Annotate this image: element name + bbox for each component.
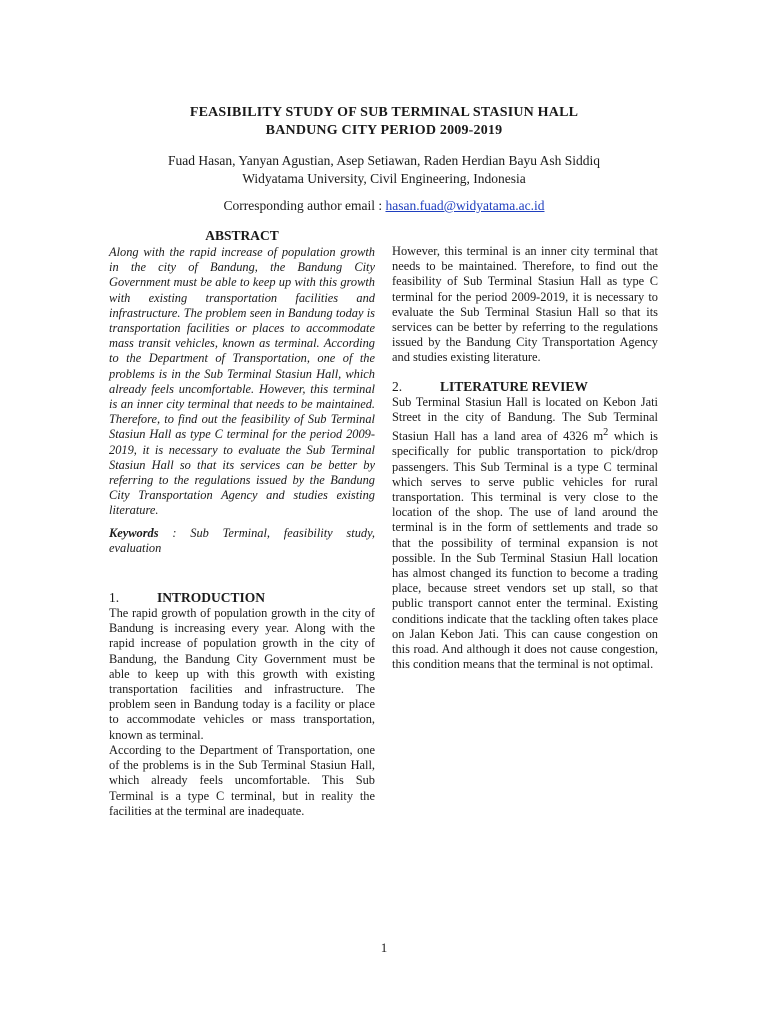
keywords-text: : Sub Terminal, feasibility study, evaluation — [109, 525, 375, 555]
abstract-text: Along with the rapid increase of population growth in the city of Bandung, the Bandung City Government must be able to keep up with this growth with existing transportation facilities and infrastructure. The problem seen in Bandung today is transportation facilities or places to accommodate mass transit vehicles, known as terminal. According to the Department of Transportation, one of the problems is in the Sub Terminal Stasiun Hall, which already feels uncomfortable. However, this terminal is an inner city terminal that needs to be maintained. Therefore, to find out the feasibility of Sub Terminal Stasiun Hall as type C terminal for the period 2009-2019, it is necessary to evaluate the Sub Terminal Stasiun Hall so that its services can be better by referring to the regulations issued by the Bandung City Transportation Agency and studies existing literature. — [109, 245, 375, 518]
keywords — [109, 526, 375, 556]
literature-review-heading — [392, 379, 658, 395]
section-title: INTRODUCTION — [157, 590, 266, 606]
abstract-heading: ABSTRACT — [205, 228, 279, 243]
section-title: LITERATURE REVIEW — [440, 378, 588, 394]
section-number: 1. — [109, 590, 120, 606]
left-column — [109, 228, 375, 819]
literature-text-part-2: which is specifically for public transportation to pick/drop passengers. This Sub Terminal is a type C terminal which serves to serve public vehicles for rural transportation. This terminal is very close to the location of the shop. The use of land around the terminal is in the form of settlements and trade so that the possibility of terminal expansion is not possible. In the Sub Terminal Stasiun Hall location has almost changed its function to become a trading place, because street vendors set up stall, so that public transport cannot enter the terminal. Existing conditions indicate that the tackling often takes place on Jalan Kebon Jati. This can cause congestion on this road. And although it does not cause congestion, this condition means that the terminal is not optimal. — [392, 429, 658, 672]
introduction-heading — [109, 590, 375, 606]
literature-review-section — [392, 379, 658, 673]
literature-text-part-1: Sub Terminal Stasiun Hall is located on Kebon Jati Street in the city of Bandung. The Sub Terminal Stasiun Hall has a land area of 4326 m — [392, 394, 658, 444]
title-line-2: BANDUNG CITY PERIOD 2009-2019 — [265, 123, 503, 138]
section-number: 2. — [392, 378, 403, 394]
corresponding-label: Corresponding author email : — [223, 198, 386, 213]
introduction-section — [109, 590, 375, 819]
corresponding-author — [0, 197, 768, 215]
superscript-squared: 2 — [603, 427, 609, 439]
title-line-1: FEASIBILITY STUDY OF SUB TERMINAL STASIUN HALL — [189, 105, 579, 120]
author-block — [0, 152, 768, 188]
author-email-link[interactable]: hasan.fuad@widyatama.ac.id — [385, 198, 545, 213]
introduction-paragraph-2: According to the Department of Transportation, one of the problems is in the Sub Terminal Stasiun Hall, which already feels uncomfortable. This Sub Terminal is a type C terminal, but in reality the facilities at the terminal are inadequate. — [109, 742, 375, 818]
author-names: Fuad Hasan, Yanyan Agustian, Asep Setiawan, Raden Herdian Bayu Ash Siddiq — [168, 153, 600, 168]
keywords-label: Keywords — [109, 525, 159, 540]
introduction-paragraph-1: The rapid growth of population growth in the city of Bandung is increasing every year. Along with the rapid increase of population growth in the city of Bandung, the Bandung City Government must be able to keep up with this growth with existing transportation facilities and infrastructure. The problem seen in Bandung today is a facility or place to accommodate vehicles or mass transportation, known as terminal. — [109, 606, 375, 742]
right-column — [392, 244, 658, 672]
author-affiliation: Widyatama University, Civil Engineering, Indonesia — [242, 171, 526, 186]
paper-title — [0, 104, 768, 140]
page-number: 1 — [380, 940, 388, 955]
introduction-paragraph-3: However, this terminal is an inner city terminal that needs to be maintained. Therefore, to find out the feasibility of Sub Terminal Stasiun Hall as type C terminal for the period 2009-2019, it is necessary to evaluate the Sub Terminal Stasiun Hall so that its services can be better by referring to the regulations issued by the Bandung City Transportation Agency and studies existing literature. — [392, 244, 658, 365]
literature-review-paragraph — [392, 395, 658, 673]
